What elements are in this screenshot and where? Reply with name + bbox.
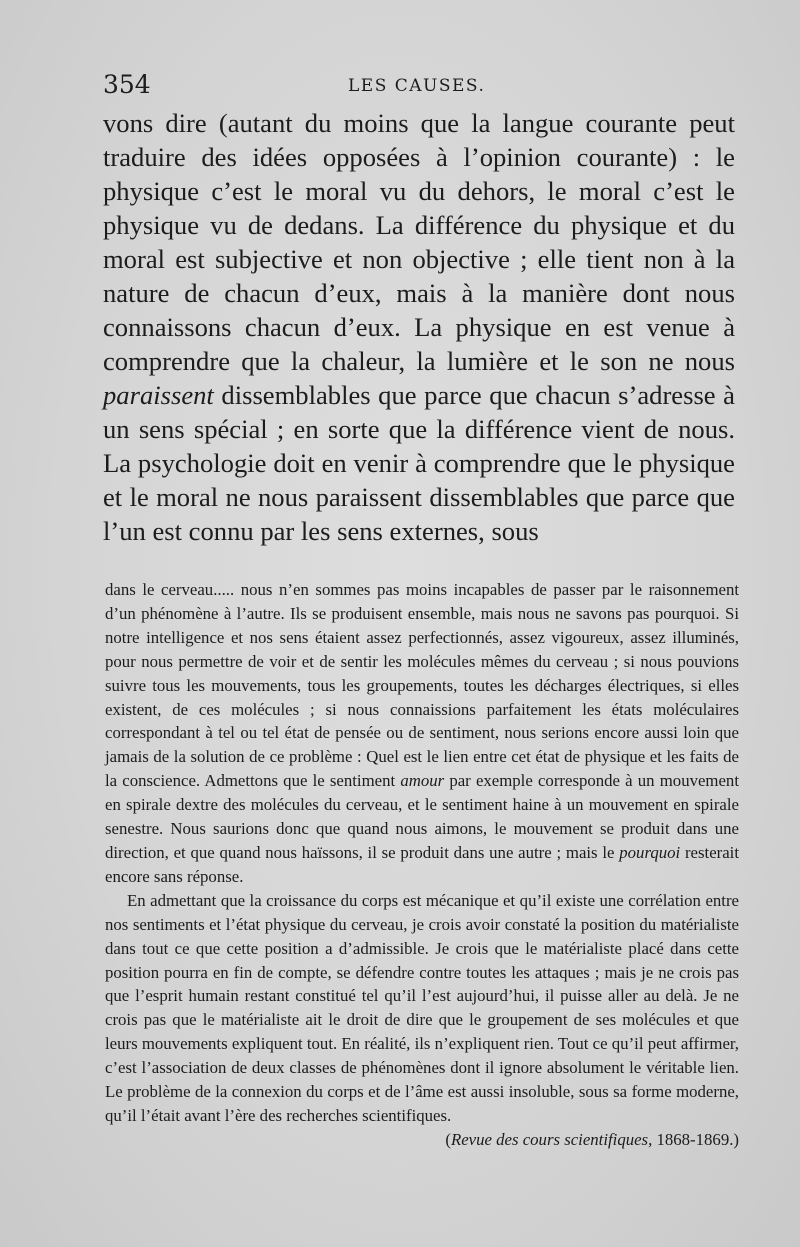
footnote-p1-part-1: dans le cerveau..... nous n’en sommes pas moins incapables de passer par le raisonnement d’un phénomène à l’autre. Ils se produisent ensemble, mais nous ne savons pas pourquoi. Si notre intelligence et nos sens étaient assez perfectionnés, assez vigoureux, assez illuminés, pour nous permettre de voir et de sentir les molécules mêmes du cerveau ; si nous pouvions suivre tous les mouvements, tous les groupements, toutes les décharges électriques, si elles existent, de ces molécules ; si nous connaissions parfaitement les états moléculaires correspondant à tel ou tel état de pensée ou de sentiment, nous serions encore aussi loin que jamais de la solution de ce problème : Quel est le lien entre cet état de physique et les faits de la conscience. Admettons que le sentiment xyxy=(105,580,739,791)
citation-open: ( xyxy=(445,1129,451,1149)
footnote-italic-pourquoi: pourquoi xyxy=(619,842,681,862)
main-text-part-2: dissemblables que parce que chacun s’adresse à un sens spécial ; en sorte que la différence vient de nous. La psychologie doit en venir à comprendre que le physique et le moral ne nous paraissent dissemblables que parce que l’un est connu par les sens externes, sous xyxy=(103,380,735,546)
footnote-paragraph-2 xyxy=(105,889,739,1149)
footnote-p1-part-2: par exemple corresponde à un mouvement en spirale dextre des molécules du cerveau, et le sentiment haine à un mouvement en spirale senestre. Nous saurions donc que quand nous aimons, le mouvement se produit dans une direction, et que quand nous haïssons, il se produit dans une autre ; mais le xyxy=(105,771,739,862)
page-number: 354 xyxy=(103,70,151,99)
main-paragraph xyxy=(103,106,735,548)
main-text-part-1: vons dire (autant du moins que la langue courante peut traduire des idées opposées à l’opinion courante) : le physique c’est le moral vu du dehors, le moral c’est le physique vu de dedans. La différence du physique et du moral est subjective et non objective ; elle tient non à la nature de chacun d’eux, mais à la manière dont nous connaissons chacun d’eux. La physique en est venue à comprendre que la chaleur, la lumière et le son ne nous xyxy=(103,108,735,376)
footnote-p2-text: En admettant que la croissance du corps est mécanique et qu’il existe une corrélation entre nos sentiments et l’état physique du cerveau, je crois avoir constaté la position du matérialiste dans tout ce que cette position a d’admissible. Je crois que le matérialiste placé dans cette position pourra en fin de compte, se défendre contre toutes les attaques ; mais je ne crois pas que l’esprit humain restant constitué tel qu’il l’est aujourd’hui, il puisse aller au delà. Je ne crois pas que le matérialiste ait le droit de dire que le groupement de ses molécules et que leurs mouvements expliquent tout. En réalité, ils n’expliquent rien. Tout ce qu’il peut affirmer, c’est l’association de deux classes de phénomènes dont il ignore absolument le véritable lien. Le problème de la connexion du corps et de l’âme est aussi insoluble, sous sa forme moderne, qu’il l’était avant l’ère des recherches scientifiques. xyxy=(105,890,739,1125)
main-text xyxy=(103,106,735,548)
page-header xyxy=(103,70,733,104)
running-title: LES CAUSES. xyxy=(348,76,486,96)
footnote-block xyxy=(105,578,739,1152)
source-citation xyxy=(423,1128,739,1152)
main-text-italic-paraissent: paraissent xyxy=(103,380,214,410)
footnote-paragraph-1 xyxy=(105,578,739,889)
citation-journal-title: Revue des cours scientifiques, xyxy=(450,1129,653,1149)
citation-date: 1868-1869.) xyxy=(652,1129,739,1149)
footnote-p1-part-3: resterait encore sans réponse. xyxy=(105,842,740,886)
footnote-italic-amour: amour xyxy=(400,771,445,791)
